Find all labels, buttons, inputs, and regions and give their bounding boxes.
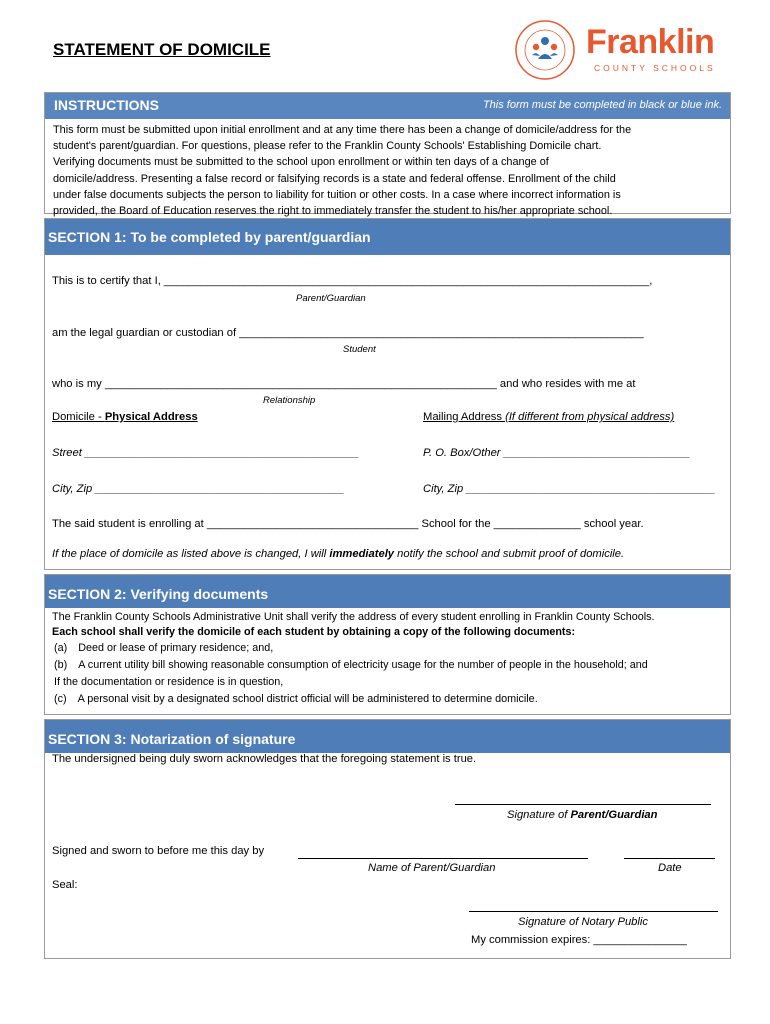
logo-wordmark: Franklin <box>586 23 715 61</box>
domicile-bold: Physical Address <box>104 411 198 423</box>
verify-requirement: Each school shall verify the domicile of each student by obtaining a copy of the following documents: <box>52 626 576 638</box>
doc-a-text: Deed or lease of primary residence; and, <box>78 642 274 654</box>
change-text-b: notify the school and submit proof of domicile. <box>394 548 625 560</box>
logo-subtitle: COUNTY SCHOOLS <box>594 63 716 73</box>
section3-header <box>45 720 730 753</box>
mailing-prefix: Mailing Address <box>423 411 506 423</box>
guardian-student-field[interactable]: am the legal guardian or custodian of _________________________________________________________________ <box>52 327 644 339</box>
domicile-change-notice <box>52 548 624 560</box>
relationship-caption: Relationship <box>263 395 316 406</box>
domicile-prefix: Domicile - <box>52 411 105 423</box>
parent-guardian-caption: Parent/Guardian <box>296 293 366 304</box>
doc-b-marker: (b) <box>54 659 68 671</box>
section2-heading: SECTION 2: Verifying documents <box>48 586 269 602</box>
certify-field[interactable]: This is to certify that I, ______________________________________________________________________________, <box>52 275 653 287</box>
parent-signature-caption <box>507 809 658 821</box>
doc-c-marker: (c) <box>54 693 67 705</box>
section1-heading: SECTION 1: To be completed by parent/guardian <box>48 229 371 245</box>
doc-c-text: A personal visit by a designated school district official will be administered to determine domicile. <box>77 693 538 705</box>
doc-b-text: A current utility bill showing reasonable consumption of electricity usage for the number of people in the household; and <box>78 659 648 671</box>
logo-seal-icon <box>514 19 576 81</box>
instructions-line: domicile/address. Presenting a false record or falsifying records is a state and federal offense. Enrollment of the child <box>53 172 616 185</box>
mailing-note: (If different from physical address) <box>505 411 675 423</box>
doc-item-a <box>54 642 273 654</box>
instructions-heading: INSTRUCTIONS <box>54 97 159 113</box>
doc-item-c <box>54 693 538 705</box>
doc-question-note: If the documentation or residence is in question, <box>54 676 284 688</box>
relationship-field[interactable]: who is my _______________________________________________________________ and who resides with me at <box>52 378 636 390</box>
seal-label: Seal: <box>52 879 78 891</box>
date-line[interactable] <box>624 858 715 859</box>
ink-note: This form must be completed in black or blue ink. <box>482 99 722 111</box>
enrolling-field[interactable]: The said student is enrolling at __________________________________ School for the ______________ school year. <box>52 518 644 530</box>
notary-signature-caption: Signature of Notary Public <box>518 916 648 928</box>
notary-signature-line[interactable] <box>469 911 718 912</box>
sig-prefix: Signature of <box>507 809 571 821</box>
instructions-line: This form must be submitted upon initial enrollment and at any time there has been a change of domicile/address for the <box>53 124 632 136</box>
instructions-line: provided, the Board of Education reserves the right to immediately transfer the student to his/her appropriate school. <box>53 205 613 218</box>
street-field[interactable]: Street ____________________________________________ <box>52 447 359 459</box>
city-zip-physical-field[interactable]: City, Zip ________________________________________ <box>52 483 345 495</box>
parent-name-line[interactable] <box>298 858 588 859</box>
sworn-statement: The undersigned being duly sworn acknowledges that the foregoing statement is true. <box>52 753 477 765</box>
parent-signature-line[interactable] <box>455 804 711 805</box>
sig-bold: Parent/Guardian <box>570 809 658 821</box>
date-caption: Date <box>658 862 682 874</box>
instructions-line: Verifying documents must be submitted to the school upon enrollment or within ten days of a change of <box>53 156 549 169</box>
section3-heading: SECTION 3: Notarization of signature <box>48 731 296 747</box>
change-text-bold: immediately <box>329 548 395 560</box>
franklin-county-schools-logo <box>514 19 730 83</box>
doc-a-marker: (a) <box>54 642 68 654</box>
parent-name-caption: Name of Parent/Guardian <box>368 862 496 874</box>
instructions-box <box>44 92 731 218</box>
verify-intro: The Franklin County Schools Administrative Unit shall verify the address of every student enrolling in Franklin County Schools. <box>52 611 655 623</box>
commission-expires-field[interactable]: My commission expires: _______________ <box>471 934 687 946</box>
city-zip-mailing-field[interactable]: City, Zip ________________________________________ <box>423 483 716 495</box>
instructions-line: under false documents subjects the person to liability for tuition or other costs. In a case where incorrect information is <box>53 188 621 201</box>
instructions-line: student's parent/guardian. For questions, please refer to the Franklin County Schools' Establishing Domicile chart. <box>53 140 602 153</box>
mailing-heading <box>423 411 674 423</box>
instructions-body <box>45 119 730 219</box>
page-title: STATEMENT OF DOMICILE <box>53 40 271 59</box>
student-caption: Student <box>343 344 376 355</box>
pobox-field[interactable]: P. O. Box/Other ______________________________ <box>423 447 691 459</box>
change-text-a: If the place of domicile as listed above is changed, I will <box>52 548 330 560</box>
instructions-header <box>45 93 730 119</box>
doc-item-b <box>54 659 648 671</box>
domicile-heading <box>52 411 198 423</box>
section2-header <box>45 575 730 608</box>
signed-sworn-label: Signed and sworn to before me this day by <box>52 845 265 857</box>
section1-header <box>45 219 730 255</box>
